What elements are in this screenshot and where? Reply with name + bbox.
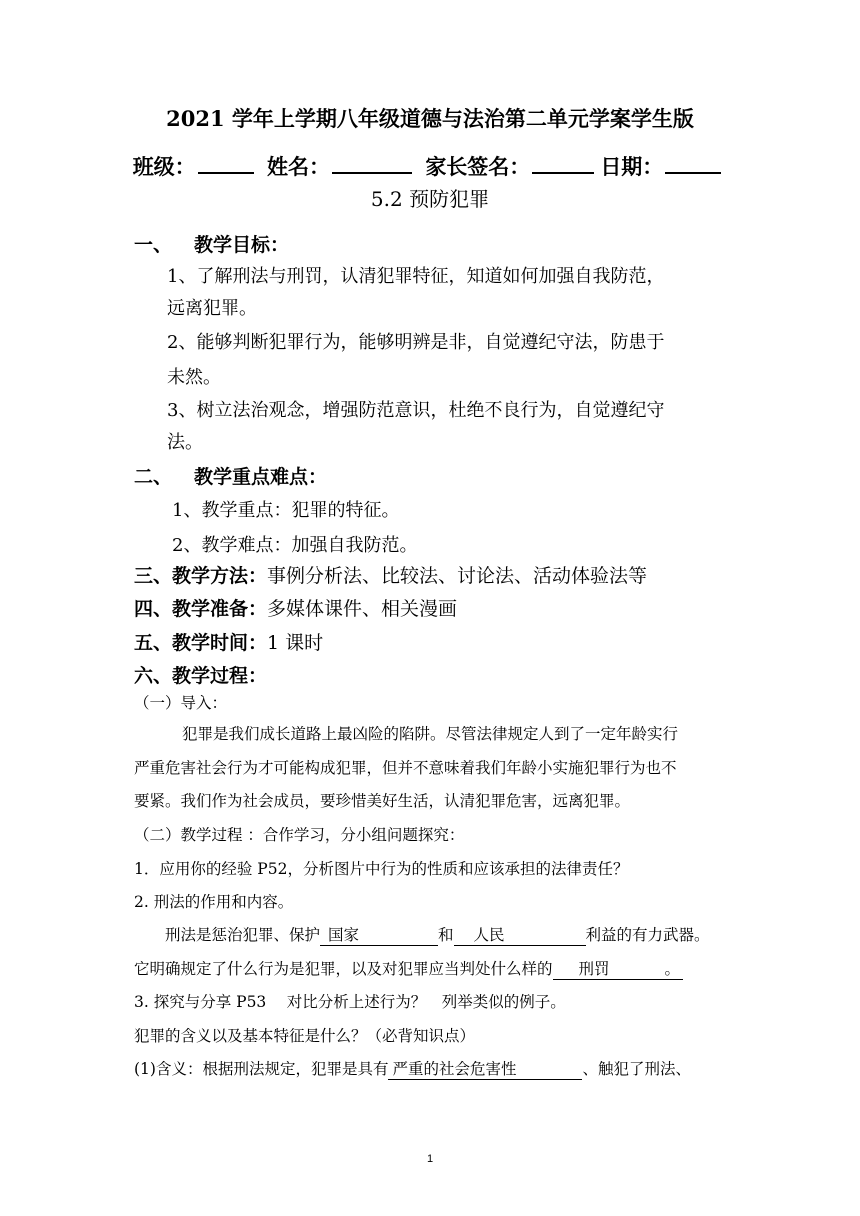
- sentence-end-mark: 。: [665, 962, 683, 980]
- objective-2-line-1: 2、能够判断犯罪行为，能够明辨是非，自觉遵纪守法，防患于: [167, 332, 665, 353]
- document-title: 2021 学年上学期八年级道德与法治第二单元学案学生版: [166, 106, 694, 131]
- date-blank[interactable]: [665, 154, 721, 174]
- question-3: 3. 探究与分享 P53 对比分析上述行为？ 列举类似的例子。: [134, 993, 566, 1011]
- objective-3-line-2: 法。: [167, 432, 203, 453]
- name-blank[interactable]: [332, 154, 412, 174]
- key-point: 1、教学重点：犯罪的特征。: [172, 500, 400, 521]
- objective-1-line-2: 远离犯罪。: [167, 298, 257, 319]
- intro-line-2: 严重危害社会行为才可能构成犯罪，但并不意味着我们年龄小实施犯罪行为也不: [134, 759, 677, 777]
- fill-blank-people[interactable]: 人民: [454, 928, 586, 946]
- fill-blank-social-harm[interactable]: 严重的社会危害性: [388, 1062, 582, 1080]
- date-label: 日期：: [600, 154, 664, 179]
- section-3-methods: 三、教学方法：事例分析法、比较法、讨论法、活动体验法等: [134, 565, 648, 587]
- parent-signature-blank[interactable]: [532, 154, 594, 174]
- objective-3-line-1: 3、树立法治观念，增强防范意识，杜绝不良行为，自觉遵纪守: [167, 400, 665, 421]
- section-4-preparation: 四、教学准备：多媒体课件、相关漫画: [134, 598, 458, 620]
- section-2-heading: 二、 教学重点难点：: [134, 466, 328, 488]
- crime-definition-line: (1)含义：根据刑法规定，犯罪是具有 严重的社会危害性 、触犯了刑法、: [134, 1060, 691, 1078]
- section-1-heading: 一、 教学目标：: [134, 234, 290, 256]
- section-5-time: 五、教学时间：1 课时: [134, 632, 324, 654]
- intro-line-1: 犯罪是我们成长道路上最凶险的陷阱。尽管法律规定人到了一定年龄实行: [182, 725, 679, 743]
- section-6-process: 六、教学过程：: [134, 665, 268, 687]
- question-2: 2. 刑法的作用和内容。: [134, 893, 294, 911]
- difficult-point: 2、教学难点：加强自我防范。: [172, 535, 418, 556]
- question-crime-definition: 犯罪的含义以及基本特征是什么？（必背知识点）: [134, 1027, 476, 1045]
- parent-signature-label: 家长签名：: [425, 154, 531, 179]
- lesson-title: 5.2 预防犯罪: [370, 187, 490, 211]
- page-number: 1: [426, 1153, 434, 1165]
- criminal-law-sentence-2: 它明确规定了什么行为是犯罪，以及对犯罪应当判处什么样的 刑罚 。: [134, 962, 683, 980]
- student-info-line: [0, 154, 860, 177]
- process-heading: （二）教学过程 ：合作学习，分小组问题探究：: [134, 826, 465, 844]
- objective-1-line-1: 1、了解刑法与刑罚，认清犯罪特征，知道如何加强自我防范，: [167, 266, 665, 287]
- objective-2-line-2: 未然。: [167, 367, 221, 388]
- intro-heading: （一）导入：: [134, 694, 228, 712]
- name-label: 姓名：: [267, 154, 330, 179]
- class-blank[interactable]: [198, 154, 254, 174]
- criminal-law-sentence-1: 刑法是惩治犯罪、保护 国家 和 人民 利益的有力武器。: [165, 926, 710, 944]
- question-1: 1．应用你的经验 P52，分析图片中行为的性质和应该承担的法律责任？: [134, 860, 629, 878]
- fill-blank-penalty[interactable]: 刑罚: [553, 962, 665, 980]
- intro-line-3: 要紧。我们作为社会成员，要珍惜美好生活，认清犯罪危害，远离犯罪。: [134, 792, 631, 810]
- fill-blank-country[interactable]: 国家: [320, 928, 438, 946]
- class-label: 班级：: [132, 154, 196, 179]
